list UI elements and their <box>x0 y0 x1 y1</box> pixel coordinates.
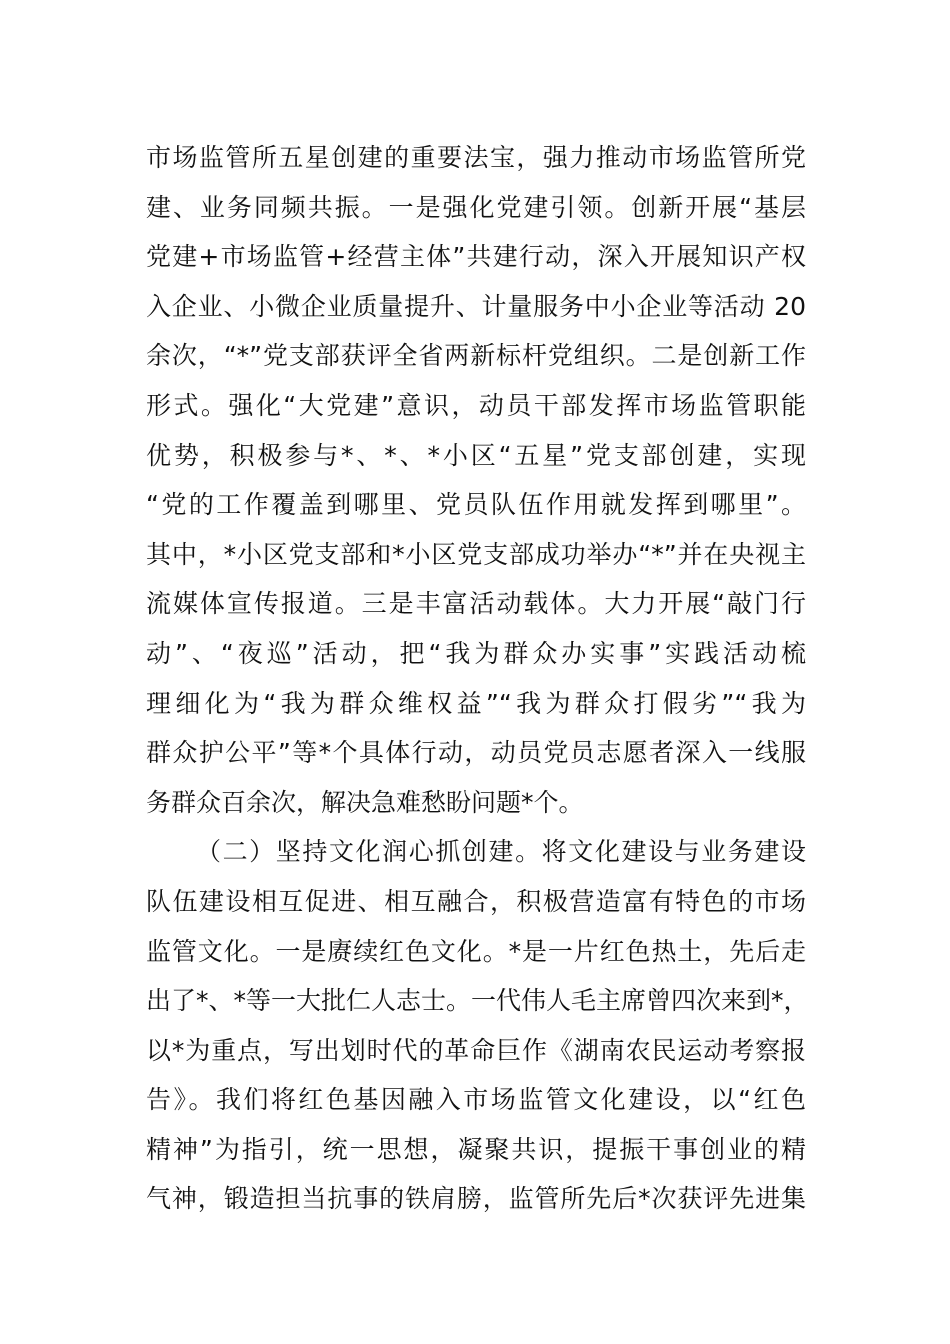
text-line: 余次，“*”党支部获评全省两新标杆党组织。二是创新工作 <box>146 341 806 371</box>
text-line: 优势，积极参与*、*、*小区“五星”党支部创建，实现 <box>146 440 806 470</box>
text-line: 动”、“夜巡”活动，把“我为群众办实事”实践活动梳 <box>146 638 806 668</box>
text-line: 群众护公平”等*个具体行动，动员党员志愿者深入一线服 <box>146 738 806 768</box>
text-line: 以*为重点，写出划时代的革命巨作《湖南农民运动考察报 <box>146 1035 806 1065</box>
text-line: 精神”为指引，统一思想，凝聚共识，提振干事创业的精 <box>146 1134 806 1164</box>
section-heading-line: （二）坚持文化润心抓创建。将文化建设与业务建设 <box>196 837 806 867</box>
text-line: 理细化为“我为群众维权益”“我为群众打假劣”“我为 <box>146 688 806 718</box>
text-line: 其中，*小区党支部和*小区党支部成功举办“*”并在央视主 <box>146 539 806 569</box>
text-line: 党建+市场监管+经营主体”共建行动，深入开展知识产权 <box>146 242 806 272</box>
text-line: 入企业、小微企业质量提升、计量服务中小企业等活动 20 <box>146 291 806 321</box>
text-line: 建、业务同频共振。一是强化党建引领。创新开展“基层 <box>146 192 806 222</box>
text-line: “党的工作覆盖到哪里、党员队伍作用就发挥到哪里”。 <box>146 490 806 520</box>
text-line: 监管文化。一是赓续红色文化。*是一片红色热土，先后走 <box>146 936 806 966</box>
text-line: 气神，锻造担当抗事的铁肩膀，监管所先后*次获评先进集 <box>146 1184 806 1214</box>
text-line: 形式。强化“大党建”意识，动员干部发挥市场监管职能 <box>146 390 806 420</box>
paragraph-end-line: 务群众百余次，解决急难愁盼问题*个。 <box>146 787 584 817</box>
text-line: 流媒体宣传报道。三是丰富活动载体。大力开展“敲门行 <box>146 589 806 619</box>
text-line: 出了*、*等一大批仁人志士。一代伟人毛主席曾四次来到*， <box>146 986 809 1016</box>
text-line: 市场监管所五星创建的重要法宝，强力推动市场监管所党 <box>146 143 806 172</box>
text-line: 队伍建设相互促进、相互融合，积极营造富有特色的市场 <box>146 886 806 916</box>
text-line: 告》。我们将红色基因融入市场监管文化建设，以“红色 <box>146 1085 806 1115</box>
body-text <box>146 133 809 1224</box>
